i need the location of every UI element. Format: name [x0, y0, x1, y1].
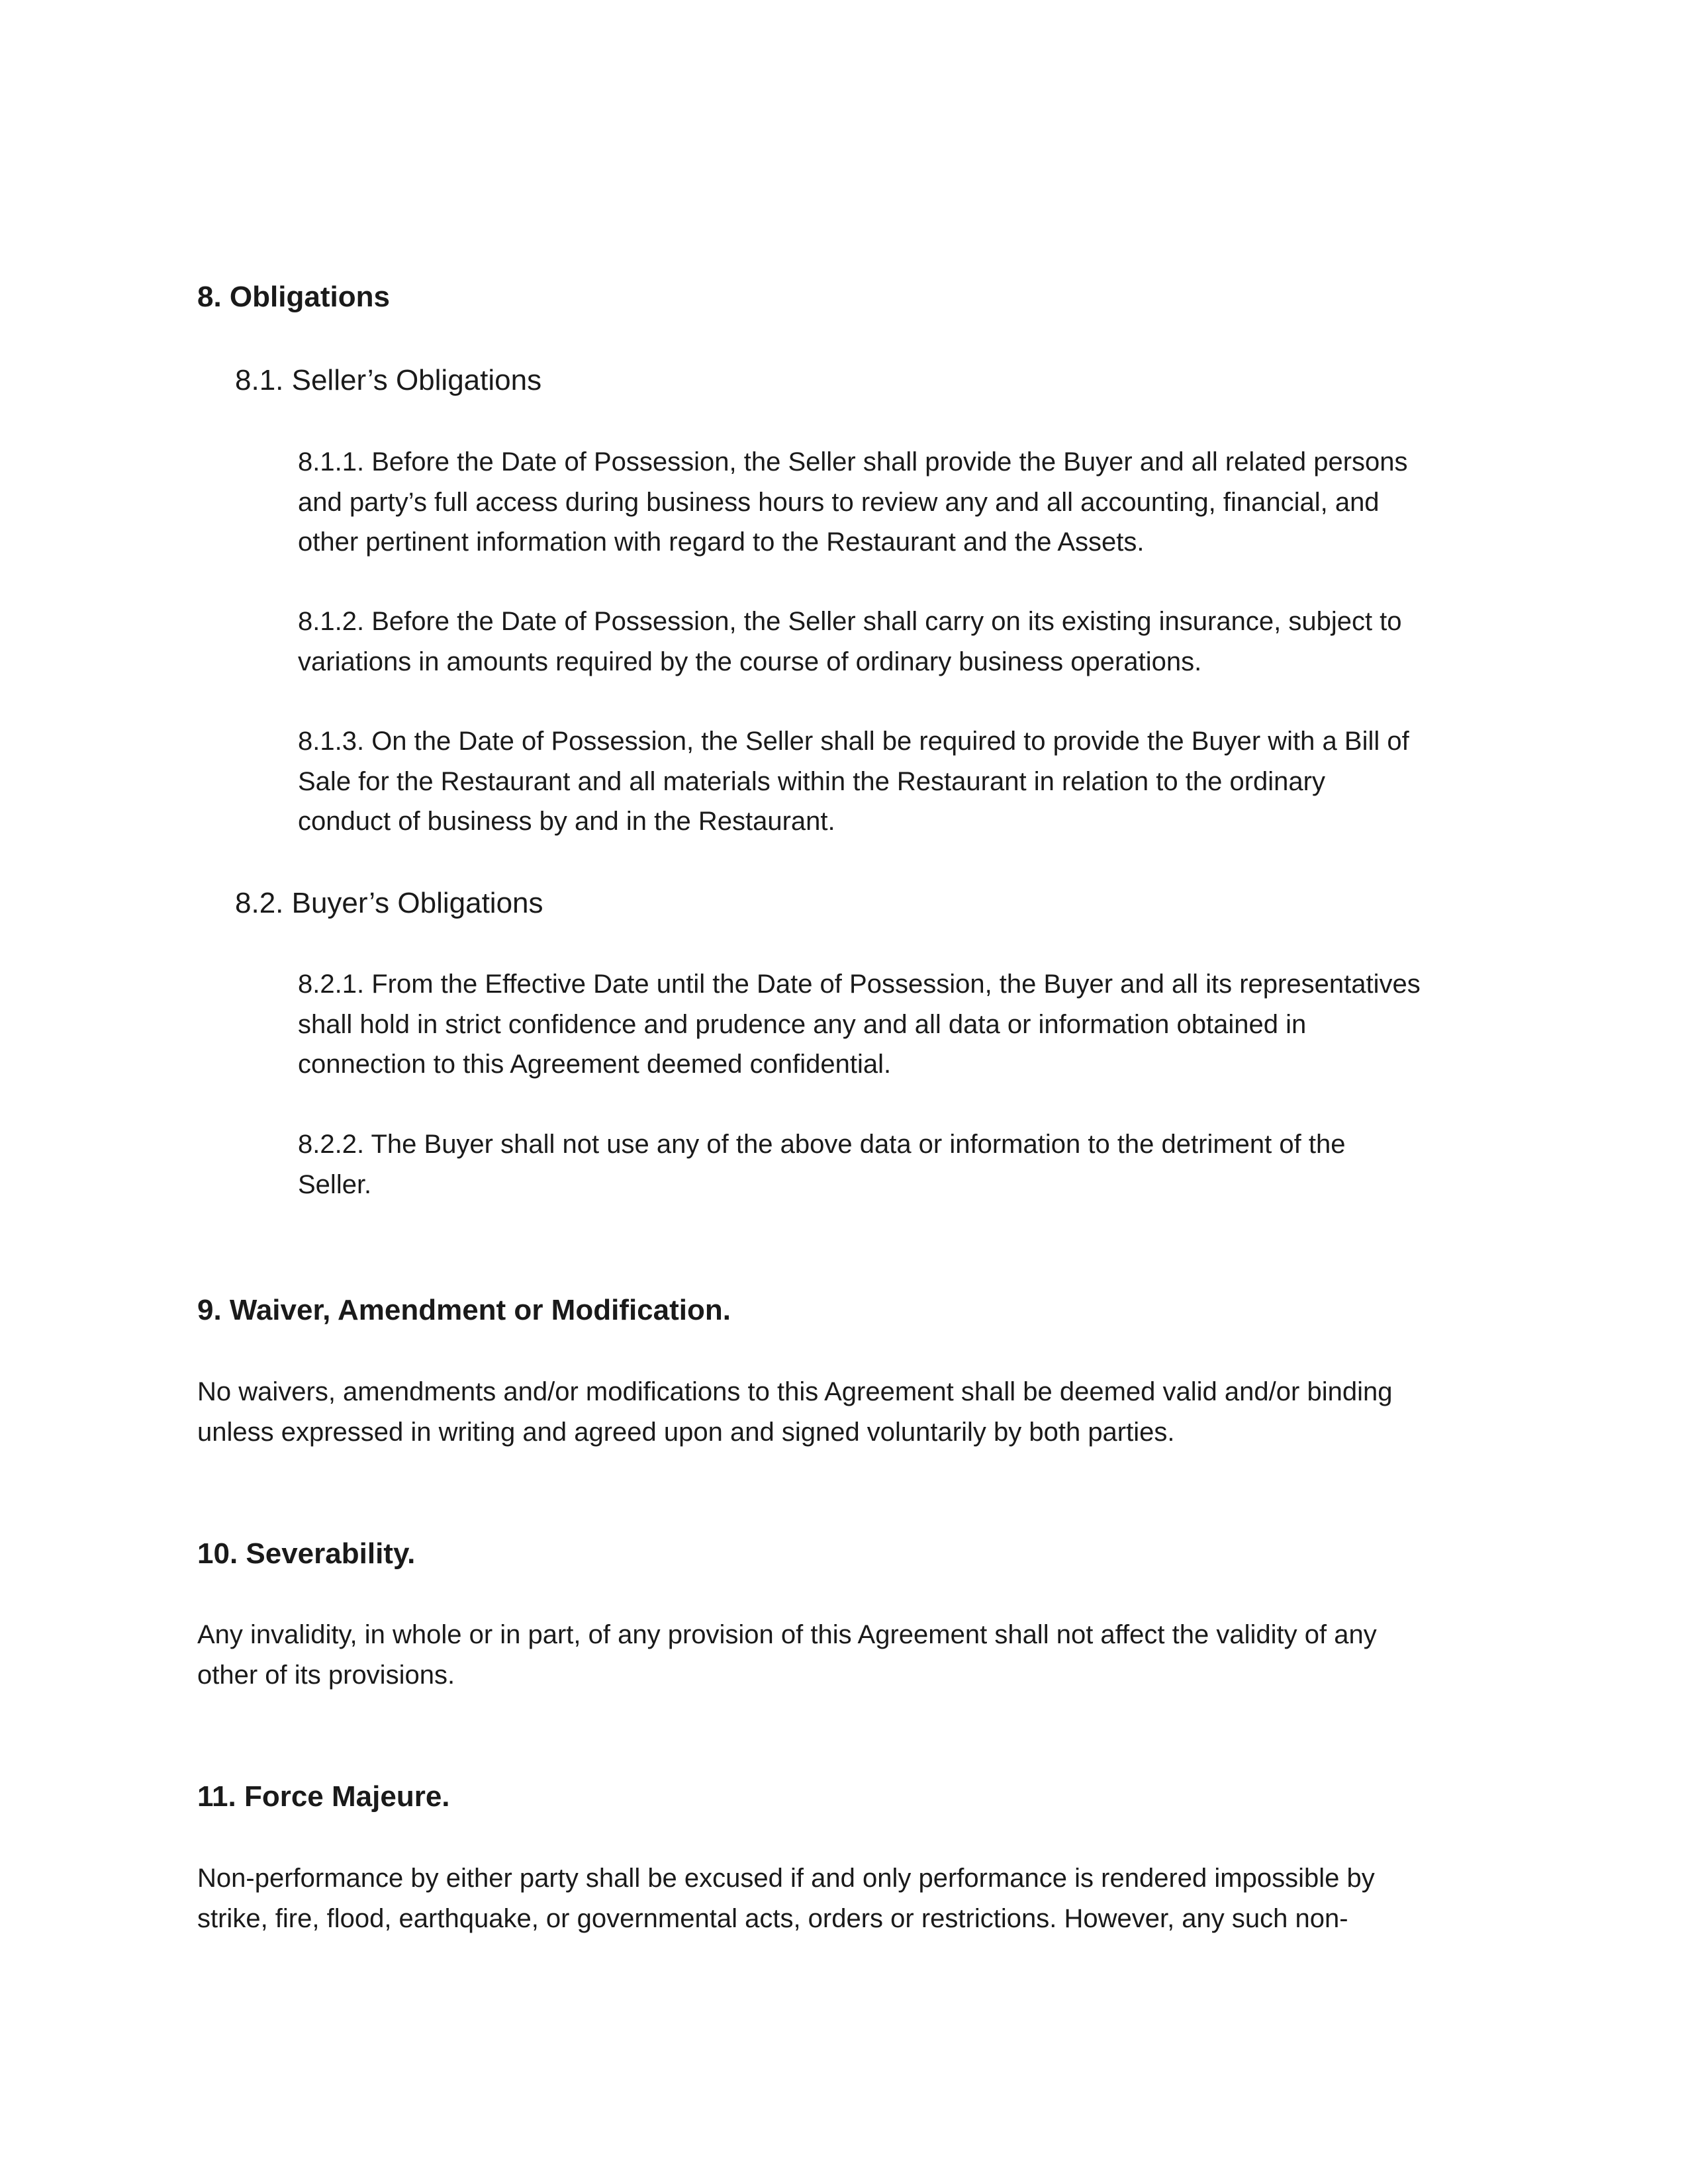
- clause-line: connection to this Agreement deemed confidential.: [298, 1050, 892, 1079]
- paragraph-severability: [197, 1615, 1377, 1695]
- clause-8-1-1: [298, 442, 1408, 563]
- clause-8-2-1: [298, 964, 1421, 1085]
- clause-line: Seller.: [298, 1169, 372, 1199]
- paragraph-line: No waivers, amendments and/or modifications to this Agreement shall be deemed valid and/or binding: [197, 1377, 1393, 1406]
- clause-8-1-3: [298, 721, 1409, 842]
- clause-line: shall hold in strict confidence and prudence any and all data or information obtained in: [298, 1009, 1307, 1039]
- section-heading-severability: 10. Severability.: [197, 1537, 416, 1570]
- section-heading-waiver: 9. Waiver, Amendment or Modification.: [197, 1294, 731, 1326]
- clause-line: other pertinent information with regard to the Restaurant and the Assets.: [298, 527, 1145, 557]
- clause-line: variations in amounts required by the course of ordinary business operations.: [298, 647, 1202, 676]
- clause-line: and party’s full access during business hours to review any and all accounting, financial, and: [298, 487, 1380, 517]
- section-heading-force-majeure: 11. Force Majeure.: [197, 1780, 450, 1813]
- clause-8-1-2: [298, 602, 1402, 682]
- clause-line: conduct of business by and in the Restaurant.: [298, 807, 835, 836]
- paragraph-force-majeure: [197, 1858, 1375, 1938]
- clause-8-2-2: [298, 1124, 1345, 1205]
- paragraph-line: other of its provisions.: [197, 1660, 455, 1690]
- clause-line: 8.1.1. Before the Date of Possession, the Seller shall provide the Buyer and all related persons: [298, 447, 1408, 477]
- subsection-heading-seller-obligations: 8.1. Seller’s Obligations: [235, 364, 542, 396]
- paragraph-line: unless expressed in writing and agreed upon and signed voluntarily by both parties.: [197, 1417, 1175, 1447]
- clause-line: 8.2.2. The Buyer shall not use any of the above data or information to the detriment of the: [298, 1130, 1346, 1159]
- paragraph-line: Any invalidity, in whole or in part, of any provision of this Agreement shall not affect the validity of any: [197, 1620, 1377, 1649]
- paragraph-waiver: [197, 1372, 1392, 1452]
- clause-line: Sale for the Restaurant and all materials within the Restaurant in relation to the ordinary: [298, 766, 1325, 796]
- paragraph-line: strike, fire, flood, earthquake, or governmental acts, orders or restrictions. However, any such non-: [197, 1903, 1348, 1933]
- clause-line: 8.1.3. On the Date of Possession, the Seller shall be required to provide the Buyer with a Bill of: [298, 727, 1409, 756]
- paragraph-line: Non-performance by either party shall be excused if and only performance is rendered impossible by: [197, 1864, 1375, 1893]
- subsection-heading-buyer-obligations: 8.2. Buyer’s Obligations: [235, 887, 543, 919]
- clause-line: 8.1.2. Before the Date of Possession, the Seller shall carry on its existing insurance, subject to: [298, 607, 1402, 636]
- section-heading-obligations: 8. Obligations: [197, 281, 390, 313]
- clause-line: 8.2.1. From the Effective Date until the Date of Possession, the Buyer and all its representatives: [298, 970, 1421, 999]
